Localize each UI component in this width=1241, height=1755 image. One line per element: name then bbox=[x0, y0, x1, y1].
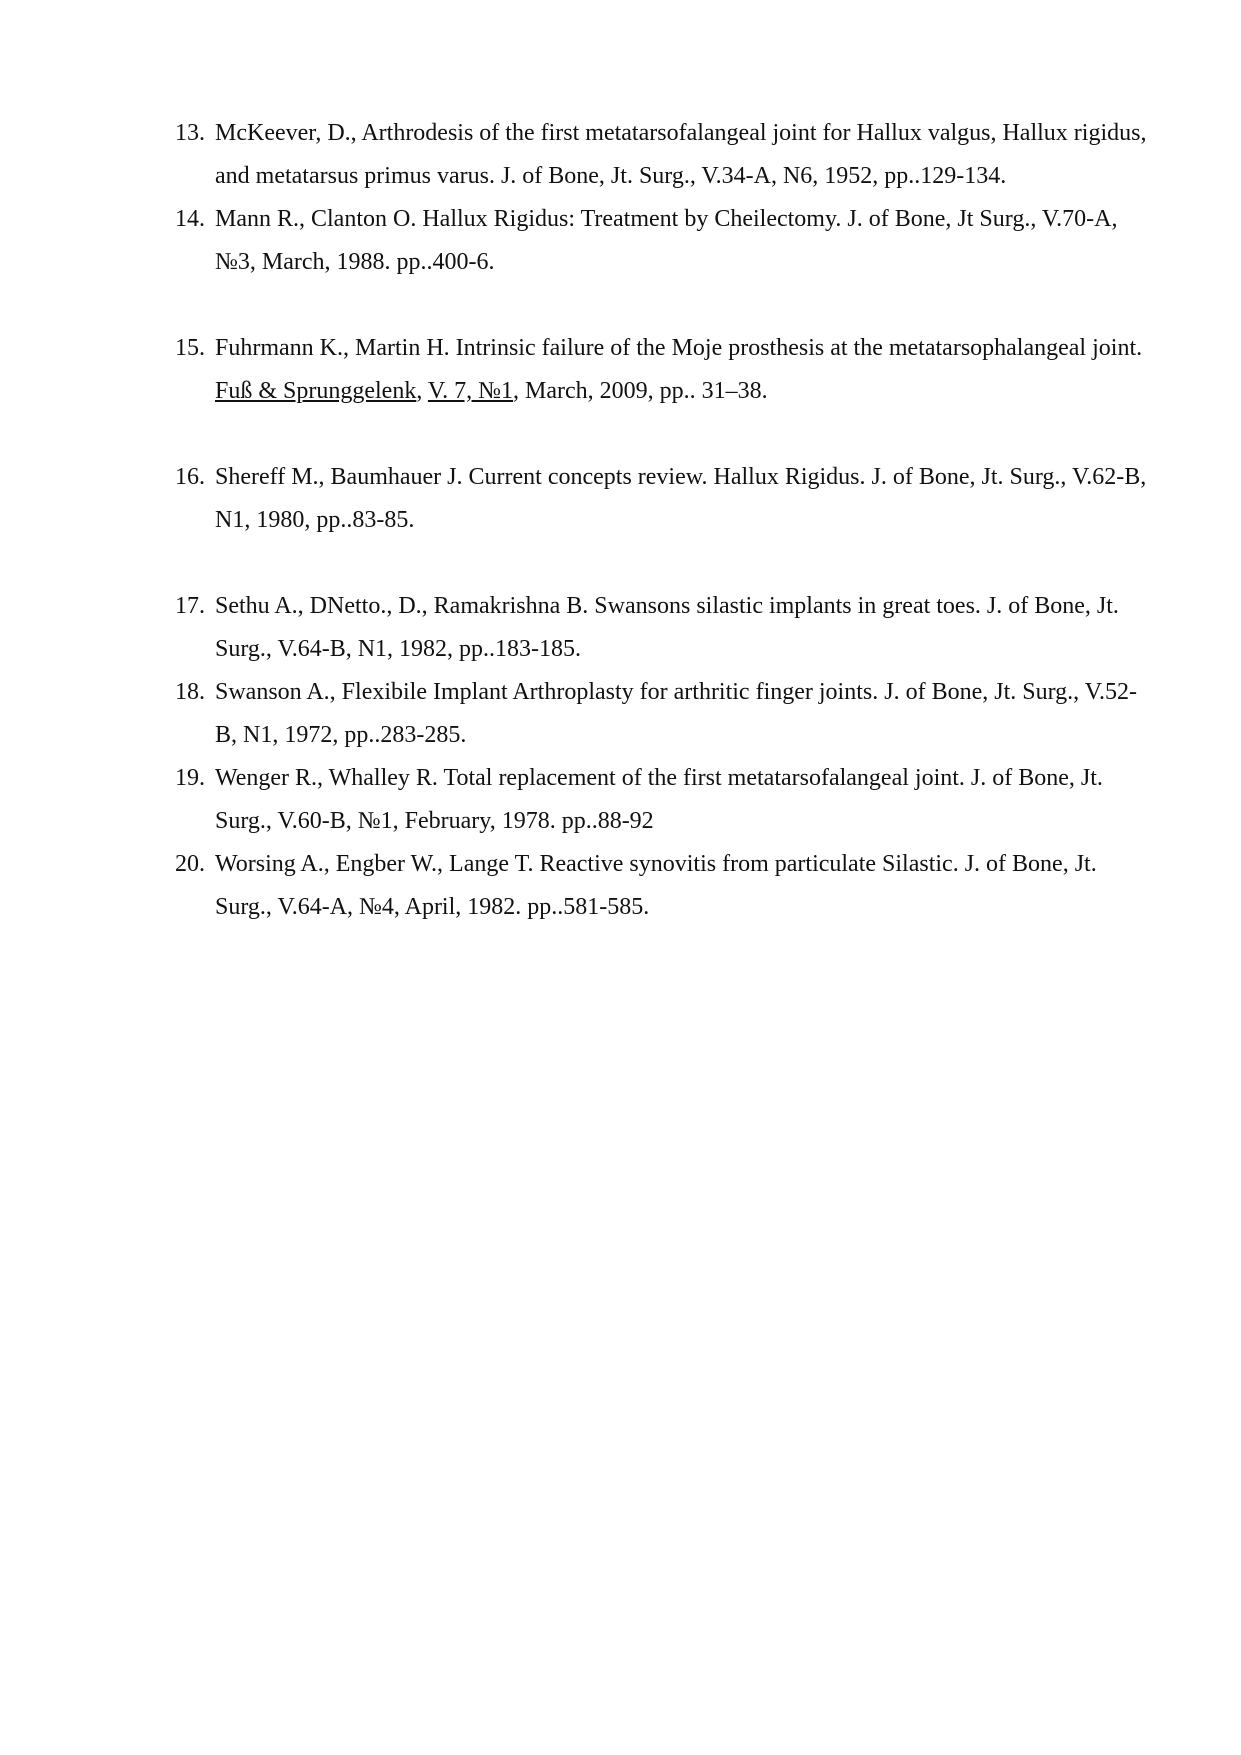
reference-number: 20. bbox=[175, 851, 205, 877]
reference-item bbox=[175, 671, 1150, 757]
reference-number: 17. bbox=[175, 593, 205, 619]
reference-text: Sethu A., DNetto., D., Ramakrishna B. Swansons silastic implants in great toes. J. of Bone, Jt. Surg., V.64-B, N1, 1982, pp..183-185. bbox=[215, 593, 1119, 662]
reference-text: Shereff M., Baumhauer J. Current concepts review. Hallux Rigidus. J. of Bone, Jt. Surg., V.62-B, N1, 1980, pp..83-85. bbox=[215, 464, 1147, 533]
reference-item bbox=[175, 198, 1150, 284]
reference-item bbox=[175, 327, 1150, 413]
reference-item bbox=[175, 112, 1150, 198]
reference-text-end: , March, 2009, pp.. 31–38. bbox=[513, 378, 768, 404]
journal-link[interactable]: Fuß & Sprunggelenk bbox=[215, 378, 417, 404]
reference-text: Worsing A., Engber W., Lange T. Reactive synovitis from particulate Silastic. J. of Bone, Jt. Surg., V.64-A, №4, April, 1982. pp..581-585. bbox=[215, 851, 1097, 920]
reference-number: 18. bbox=[175, 679, 205, 705]
reference-number: 19. bbox=[175, 765, 205, 791]
reference-text: Wenger R., Whalley R. Total replacement of the first metatarsofalangeal joint. J. of Bone, Jt. Surg., V.60-B, №1, February, 1978. pp..88-92 bbox=[215, 765, 1103, 834]
separator: , bbox=[416, 378, 428, 404]
reference-text-start: Fuhrmann K., Martin H. Intrinsic failure of the Moje prosthesis at the metatarsophalangeal joint. bbox=[215, 335, 1143, 361]
reference-text bbox=[215, 335, 1142, 404]
reference-text: Swanson A., Flexibile Implant Arthroplasty for arthritic finger joints. J. of Bone, Jt. Surg., V.52-B, N1, 1972, pp..283-285. bbox=[215, 679, 1137, 748]
reference-list bbox=[175, 112, 1150, 929]
reference-item bbox=[175, 843, 1150, 929]
volume-link[interactable]: V. 7, №1 bbox=[427, 378, 514, 404]
reference-number: 15. bbox=[175, 335, 205, 361]
reference-text: McKeever, D., Arthrodesis of the first metatarsofalangeal joint for Hallux valgus, Hallux rigidus, and metatarsus primus varus. J. of Bone, Jt. Surg., V.34-A, N6, 1952, pp..129-134. bbox=[215, 120, 1147, 189]
reference-item bbox=[175, 585, 1150, 671]
reference-text: Mann R., Clanton O. Hallux Rigidus: Treatment by Cheilectomy. J. of Bone, Jt Surg., V.70-A, №3, March, 1988. pp..400-6. bbox=[215, 206, 1118, 275]
reference-item bbox=[175, 757, 1150, 843]
reference-item bbox=[175, 456, 1150, 542]
reference-number: 16. bbox=[175, 464, 205, 490]
reference-number: 13. bbox=[175, 120, 205, 146]
reference-number: 14. bbox=[175, 206, 205, 232]
